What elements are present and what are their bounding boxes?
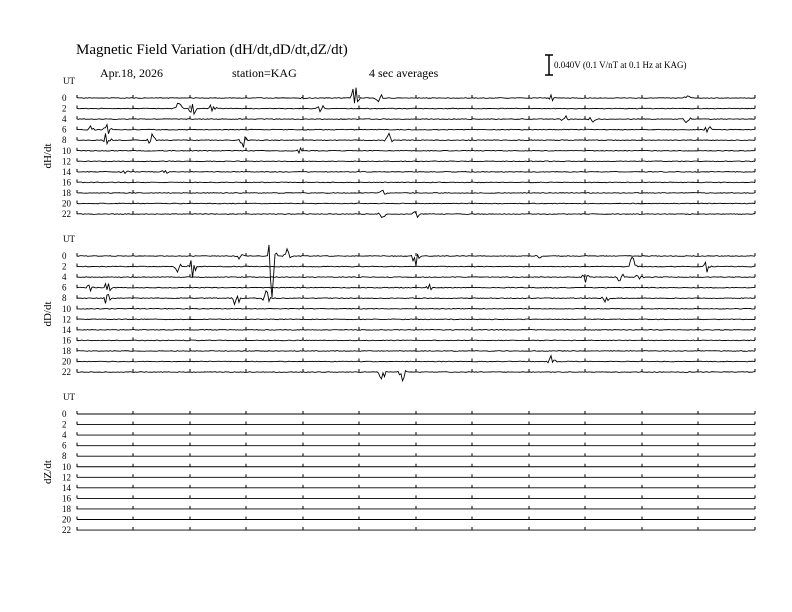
hour-ticks: [77, 148, 755, 151]
hour-label: 16: [62, 493, 71, 504]
hour-label: 20: [62, 514, 71, 525]
hour-label: 6: [62, 440, 67, 451]
hour-label: 10: [62, 303, 71, 314]
hour-label: 22: [62, 525, 71, 536]
hour-label: 12: [62, 156, 71, 167]
ut-label: UT: [63, 76, 75, 86]
hour-ticks: [77, 169, 755, 172]
hour-ticks: [77, 95, 755, 98]
hour-label: 22: [62, 209, 71, 220]
hour-label: 4: [62, 272, 67, 283]
hour-label: 14: [62, 324, 71, 335]
hour-label: 20: [62, 356, 71, 367]
panel-name-label: dZ/dt: [42, 460, 54, 484]
hour-label: 0: [62, 409, 67, 419]
hour-label: 20: [62, 198, 71, 209]
hour-label: 12: [62, 472, 71, 483]
scale-label: 0.040V (0.1 V/nT at 0.1 Hz at KAG): [554, 60, 687, 70]
ut-label: UT: [63, 234, 75, 244]
hour-label: 2: [62, 103, 67, 114]
hour-label: 6: [62, 282, 67, 293]
hour-label: 18: [62, 187, 71, 198]
panels-group: [42, 76, 755, 535]
hour-label: 14: [62, 482, 71, 493]
station-label: station=KAG: [232, 66, 297, 80]
hour-ticks: [77, 106, 755, 109]
hour-label: 0: [62, 251, 67, 261]
hour-ticks: [77, 316, 755, 319]
panel-3: [42, 392, 755, 535]
scale-bar: [545, 55, 553, 75]
panel-1: [42, 76, 755, 219]
hour-label: 2: [62, 261, 67, 272]
hour-label: 10: [62, 145, 71, 156]
trace-line: [77, 245, 755, 297]
hour-label: 2: [62, 419, 67, 430]
panel-name-label: dD/dt: [42, 301, 54, 327]
averaging-label: 4 sec averages: [369, 66, 439, 80]
trace-line: [77, 133, 755, 147]
hour-label: 8: [62, 135, 67, 146]
hour-label: 4: [62, 114, 67, 125]
hour-label: 10: [62, 461, 71, 472]
chart-title: Magnetic Field Variation (dH/dt,dD/dt,dZ/dt): [76, 42, 348, 58]
hour-ticks: [77, 264, 755, 267]
hour-label: 12: [62, 314, 71, 325]
hour-ticks: [77, 116, 755, 119]
ut-label: UT: [63, 392, 75, 402]
trace-line: [77, 103, 755, 114]
trace-line: [77, 371, 755, 381]
panel-2: [42, 234, 755, 381]
hour-label: 8: [62, 451, 67, 462]
hour-label: 6: [62, 124, 67, 135]
hour-label: 0: [62, 93, 67, 103]
hour-label: 18: [62, 503, 71, 514]
hour-label: 4: [62, 430, 67, 441]
hour-label: 16: [62, 335, 71, 346]
hour-label: 16: [62, 177, 71, 188]
hour-label: 14: [62, 166, 71, 177]
panel-name-label: dH/dt: [42, 143, 54, 169]
hour-label: 18: [62, 345, 71, 356]
date-label: Apr.18, 2026: [100, 66, 163, 80]
hour-label: 8: [62, 293, 67, 304]
hour-label: 22: [62, 367, 71, 378]
hour-ticks: [77, 295, 755, 298]
